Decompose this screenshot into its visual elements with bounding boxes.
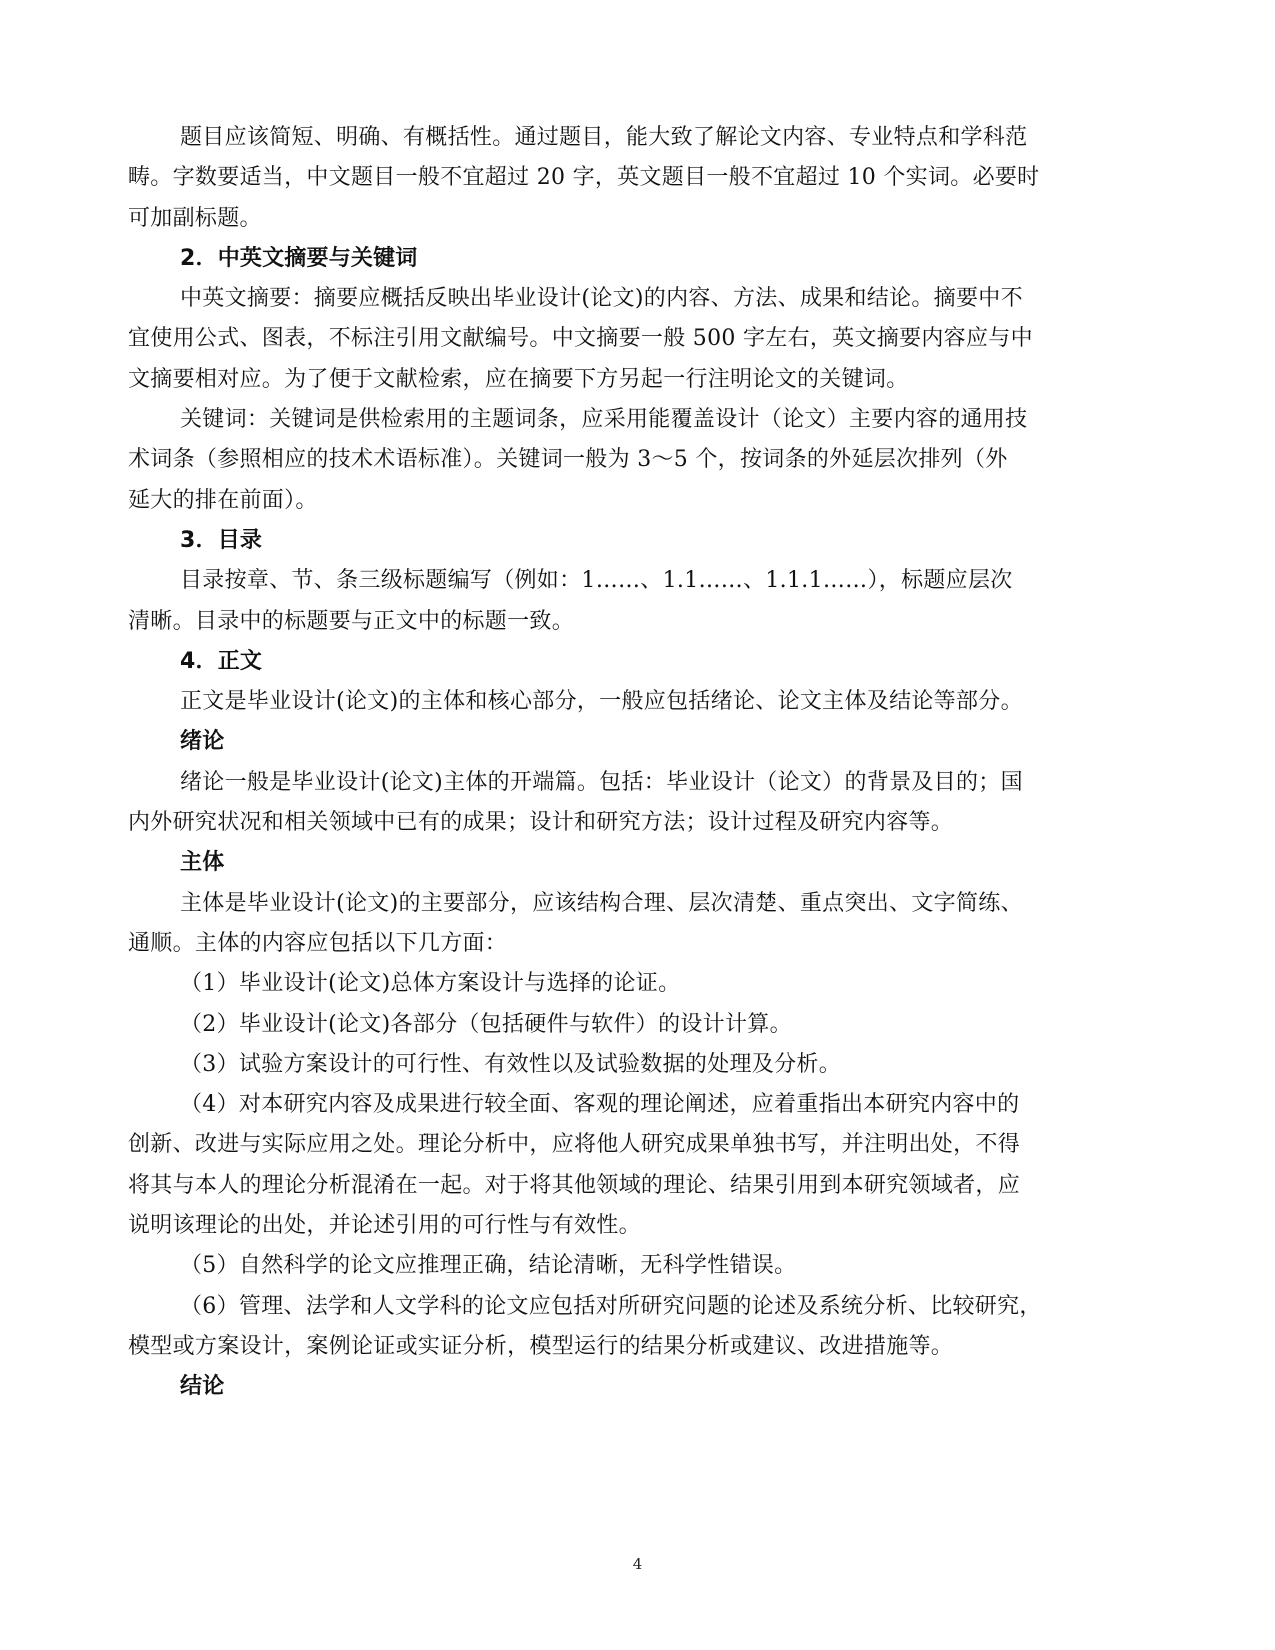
section-heading: 结论	[180, 1374, 225, 1400]
page-body	[128, 118, 1140, 1408]
body-text-line: 关键词：关键词是供检索用的主题词条，应采用能覆盖设计（论文）主要内容的通用技	[180, 407, 1028, 433]
body-text-line: 目录按章、节、条三级标题编写（例如：1……、1.1……、1.1.1……），标题应层次	[180, 568, 1013, 594]
body-text-line: 将其与本人的理论分析混淆在一起。对于将其他领域的理论、结果引用到本研究领域者，应	[128, 1172, 1021, 1198]
body-text-line: 模型或方案设计，案例论证或实证分析，模型运行的结果分析或建议、改进措施等。	[128, 1333, 954, 1359]
body-text-line: 可加副标题。	[128, 205, 262, 231]
body-text-line: 内外研究状况和相关领域中已有的成果；设计和研究方法；设计过程及研究内容等。	[128, 810, 954, 836]
body-text-line: 主体是毕业设计(论文)的主要部分，应该结构合理、层次清楚、重点突出、文字简练、	[180, 890, 1023, 916]
body-text-line: 绪论一般是毕业设计(论文)主体的开端篇。包括：毕业设计（论文）的背景及目的；国	[180, 769, 1023, 795]
body-text-line: （6）管理、法学和人文学科的论文应包括对所研究问题的论述及系统分析、比较研究，	[180, 1293, 1042, 1319]
body-text-line: 创新、改进与实际应用之处。理论分析中，应将他人研究成果单独书写，并注明出处，不得	[128, 1132, 1021, 1158]
body-text-line: （5）自然科学的论文应推理正确，结论清晰，无科学性错误。	[180, 1253, 797, 1279]
page-number: 4	[632, 1555, 643, 1573]
body-text-line: 畴。字数要适当，中文题目一般不宜超过 20 字，英文题目一般不宜超过 10 个实词。必要时	[128, 165, 1040, 191]
section-heading: 主体	[180, 850, 225, 876]
section-heading: 3．目录	[180, 527, 263, 553]
section-heading: 2．中英文摘要与关键词	[180, 245, 418, 271]
body-text-line: 清晰。目录中的标题要与正文中的标题一致。	[128, 608, 575, 634]
body-text-line: 文摘要相对应。为了便于文献检索，应在摘要下方另起一行注明论文的关键词。	[128, 366, 909, 392]
body-text-line: 宜使用公式、图表，不标注引用文献编号。中文摘要一般 500 字左右，英文摘要内容应与中	[128, 326, 1033, 352]
body-text-line: 说明该理论的出处，并论述引用的可行性与有效性。	[128, 1213, 641, 1239]
body-text-line: （2）毕业设计(论文)各部分（包括硬件与软件）的设计计算。	[180, 1011, 792, 1037]
body-text-line: 术词条（参照相应的技术术语标准）。关键词一般为 3～5 个，按词条的外延层次排列（外	[128, 447, 1008, 473]
body-text-line: 延大的排在前面）。	[128, 487, 318, 513]
body-text-line: 题目应该简短、明确、有概括性。通过题目，能大致了解论文内容、专业特点和学科范	[180, 125, 1028, 150]
body-text-line: （1）毕业设计(论文)总体方案设计与选择的论证。	[180, 971, 681, 997]
body-text-line: （3）试验方案设计的可行性、有效性以及试验数据的处理及分析。	[180, 1051, 841, 1077]
section-heading: 绪论	[180, 729, 225, 755]
body-text-line: 中英文摘要：摘要应概括反映出毕业设计(论文)的内容、方法、成果和结论。摘要中不	[180, 286, 1023, 312]
body-text-line: 通顺。主体的内容应包括以下几方面：	[128, 930, 508, 956]
body-text-line: （4）对本研究内容及成果进行较全面、客观的理论阐述，应着重指出本研究内容中的	[180, 1092, 1020, 1118]
body-text-line: 正文是毕业设计(论文)的主体和核心部分，一般应包括绪论、论文主体及结论等部分。	[180, 689, 1023, 715]
section-heading: 4．正文	[180, 648, 263, 674]
